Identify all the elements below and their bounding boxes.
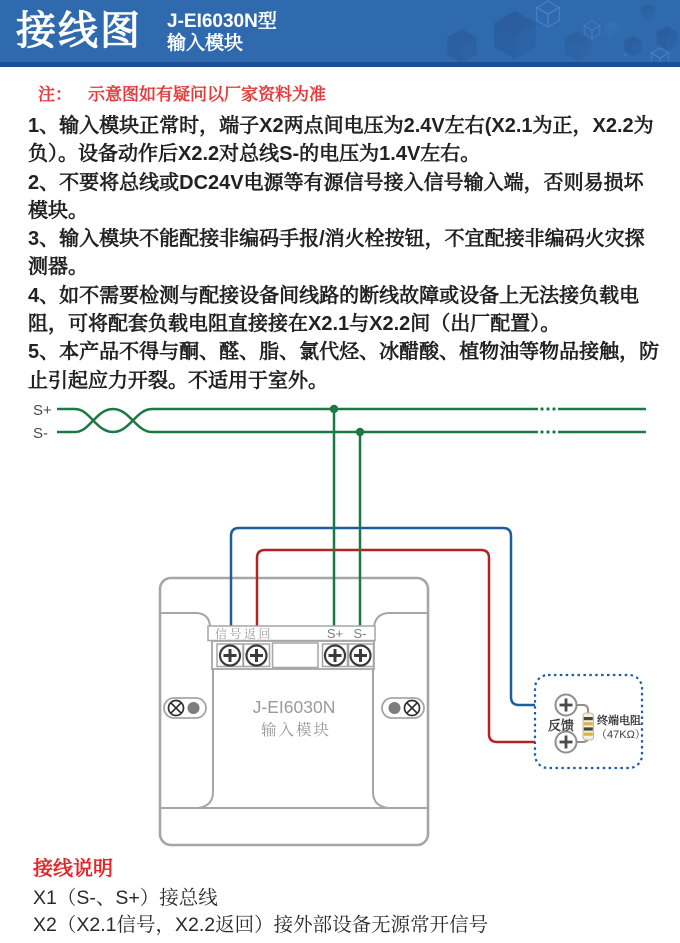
wiring-notes-title: 接线说明 — [33, 858, 113, 880]
feedback-label: 反馈 — [548, 718, 575, 733]
note-prefix: 注： — [38, 85, 72, 104]
screw-hole-icon — [405, 701, 420, 716]
wiring-note-x1: X1（S-、S+）接总线 — [33, 887, 218, 909]
bus-s-plus-label: S+ — [33, 402, 52, 419]
screw-hole-icon — [169, 701, 184, 716]
bus-s-minus-label: S- — [33, 425, 48, 442]
terminal-resistor-icon — [583, 713, 594, 740]
instruction-item-4: 4、如不需要检测与配接设备间线路的断线故障或设备上无法接负载电阻，可将配套负载电阻直接接在X2.1与X2.2间（出厂配置）。 — [28, 284, 640, 336]
junction-dot — [330, 405, 338, 413]
instruction-item-2: 2、不要将总线或DC24V电源等有源信号接入信号输入端，否则易损坏模块。 — [28, 171, 644, 222]
bus-s-plus-line — [57, 409, 538, 432]
terminal-s-minus-label: S- — [353, 626, 367, 641]
feedback-terminal-top-icon — [556, 695, 577, 716]
screw-terminal-icon — [351, 646, 371, 666]
module-type-label: 输入模块 — [167, 33, 244, 54]
module-model-label: J-EI6030N — [252, 697, 336, 717]
bus-s-minus-line — [57, 409, 538, 432]
note-text: 示意图如有疑问以厂家资料为准 — [88, 85, 326, 104]
resistor-name-label: 终端电阻 — [597, 715, 641, 727]
header-decoration-cubes-icon — [420, 0, 680, 62]
plug-hole-icon — [389, 702, 401, 714]
model-name: J-EI6030N型 — [167, 11, 277, 32]
header — [0, 0, 680, 67]
wiring-diagram — [0, 390, 680, 855]
terminal-strip-label: 信号返回 — [215, 627, 274, 641]
instruction-item-3: 3、输入模块不能配接非编码手报/消火栓按钮，不宜配接非编码火灾探测器。 — [28, 228, 645, 279]
feedback-box — [535, 675, 646, 768]
wiring-notes — [33, 856, 653, 939]
model-block — [167, 11, 277, 55]
screw-terminal-icon — [247, 646, 267, 666]
resistor-value-label: （47KΩ） — [596, 729, 646, 741]
terminal-strip — [208, 626, 375, 669]
plug-hole-icon — [188, 702, 200, 714]
feedback-terminal-bottom-icon — [556, 732, 577, 753]
page-title: 接线图 — [16, 9, 142, 53]
instruction-item-1: 1、输入模块正常时，端子X2两点间电压为2.4V左右(X2.1为正，X2.2为负）。设备动作后X2.2对总线S-的电压为1.4V左右。 — [28, 115, 654, 166]
wiring-note-x2: X2（X2.1信号，X2.2返回）接外部设备无源常开信号 — [33, 914, 489, 936]
screw-terminal-icon — [220, 646, 240, 666]
instruction-item-5: 5、本产品不得与酮、醛、脂、氯代烃、冰醋酸、植物油等物品接触，防止引起应力开裂。不适用于室外。 — [28, 341, 660, 392]
junction-dot — [356, 428, 364, 436]
screw-terminal-icon — [325, 646, 345, 666]
terminal-s-plus-label: S+ — [326, 626, 344, 641]
disclaimer-note — [38, 80, 326, 105]
terminal-blank — [273, 643, 319, 668]
instruction-list — [28, 112, 662, 395]
module-name-label: 输入模块 — [260, 722, 332, 739]
